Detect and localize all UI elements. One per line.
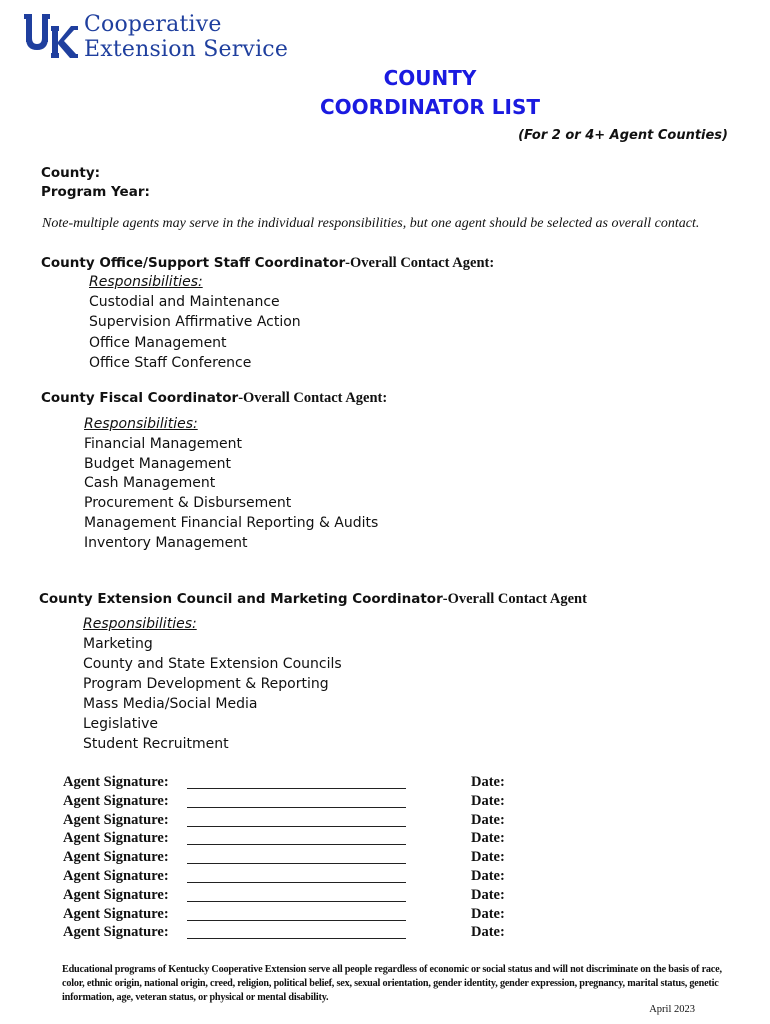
footer-date: April 2023: [649, 1004, 695, 1015]
section-council-heading: [39, 591, 587, 608]
uk-logo-icon: [24, 12, 78, 58]
date-label: Date:: [471, 811, 505, 828]
agent-signature-label: Agent Signature:: [63, 886, 169, 903]
list-item: County and State Extension Councils: [83, 656, 342, 672]
signature-line[interactable]: [187, 938, 406, 939]
list-item: Program Development & Reporting: [83, 676, 329, 692]
signature-row: [63, 924, 523, 943]
date-label: Date:: [471, 849, 505, 866]
date-label: Date:: [471, 774, 505, 790]
responsibilities-heading: Responsibilities:: [89, 274, 203, 290]
section-suffix: -Overall Contact Agent:: [345, 255, 495, 271]
signature-line[interactable]: [187, 920, 406, 921]
responsibilities-heading: Responsibilities:: [83, 616, 197, 632]
subtitle: (For 2 or 4+ Agent Counties): [518, 128, 728, 143]
date-label: Date:: [471, 886, 505, 903]
signature-line[interactable]: [187, 882, 406, 883]
date-label: Date:: [471, 867, 505, 884]
signature-line[interactable]: [187, 901, 406, 902]
note-text: Note-multiple agents may serve in the individual responsibilities, but one agent should be selected as overall contact.: [42, 216, 700, 231]
logo-line-1: Cooperative: [84, 12, 222, 37]
signature-line[interactable]: [187, 788, 406, 789]
section-fiscal-heading: [41, 390, 387, 407]
list-item: Student Recruitment: [83, 736, 229, 752]
section-fiscal-responsibilities: [84, 415, 378, 554]
signature-row: [63, 774, 523, 793]
list-item: Management Financial Reporting & Audits: [84, 514, 379, 531]
list-item: Mass Media/Social Media: [83, 696, 258, 712]
list-item: Cash Management: [84, 475, 216, 492]
agent-signature-label: Agent Signature:: [63, 774, 169, 790]
section-council-responsibilities: [83, 614, 342, 754]
agent-signature-label: Agent Signature:: [63, 905, 169, 922]
date-label: Date:: [471, 924, 505, 941]
list-item: Custodial and Maintenance: [89, 294, 280, 311]
list-item: Legislative: [83, 716, 158, 732]
section-office-heading: [41, 255, 494, 272]
date-label: Date:: [471, 830, 505, 847]
section-suffix: -Overall Contact Agent: [442, 591, 587, 607]
agent-signature-label: Agent Signature:: [63, 867, 169, 884]
list-item: Budget Management: [84, 455, 232, 472]
signature-row: [63, 906, 523, 925]
logo-line-2: Extension Service: [84, 37, 289, 62]
logo-wordmark: [84, 12, 288, 62]
list-item: Financial Management: [84, 435, 242, 452]
signature-row: [63, 793, 523, 812]
list-item: Inventory Management: [84, 534, 248, 551]
signature-row: [63, 868, 523, 887]
title-line-2: COORDINATOR LIST: [319, 95, 541, 119]
footer-disclaimer: Educational programs of Kentucky Cooperative Extension serve all people regardless of economic or social status and will not discriminate on the basis of race, color, ethnic origin, national origin, creed, religion, political belief, sex, sexual orientation, gender identity, gender expression, pregnancy, marital status, genetic information, age, veteran status, or physical or mental disability.: [62, 964, 722, 1003]
signature-line[interactable]: [187, 863, 406, 864]
agent-signature-label: Agent Signature:: [63, 811, 169, 828]
list-item: Marketing: [83, 636, 153, 652]
signature-row: [63, 887, 523, 906]
responsibilities-heading: Responsibilities:: [84, 416, 198, 432]
signature-row: [63, 812, 523, 831]
section-title: County Fiscal Coordinator: [41, 390, 239, 406]
county-label: County:: [41, 165, 101, 181]
section-title: County Office/Support Staff Coordinator: [41, 255, 346, 271]
list-item: Office Staff Conference: [89, 354, 252, 371]
list-item: Office Management: [89, 334, 227, 351]
date-label: Date:: [471, 792, 505, 809]
agent-signature-label: Agent Signature:: [63, 830, 169, 847]
list-item: Procurement & Disbursement: [84, 495, 292, 512]
section-office-responsibilities: [89, 272, 301, 373]
section-suffix: -Overall Contact Agent:: [238, 390, 388, 406]
section-title: County Extension Council and Marketing Coordinator: [39, 591, 443, 607]
signature-row: [63, 830, 523, 849]
signature-line[interactable]: [187, 807, 406, 808]
title-line-1: COUNTY: [383, 66, 477, 90]
list-item: Supervision Affirmative Action: [89, 314, 301, 331]
program-year-label: Program Year:: [41, 184, 150, 200]
uk-extension-logo: [24, 12, 324, 64]
agent-signature-label: Agent Signature:: [63, 849, 169, 866]
date-label: Date:: [471, 905, 505, 922]
signature-row: [63, 849, 523, 868]
agent-signature-label: Agent Signature:: [63, 792, 169, 809]
signature-line[interactable]: [187, 844, 406, 845]
agent-signature-label: Agent Signature:: [63, 924, 169, 941]
signature-table: [63, 774, 523, 943]
signature-line[interactable]: [187, 826, 406, 827]
